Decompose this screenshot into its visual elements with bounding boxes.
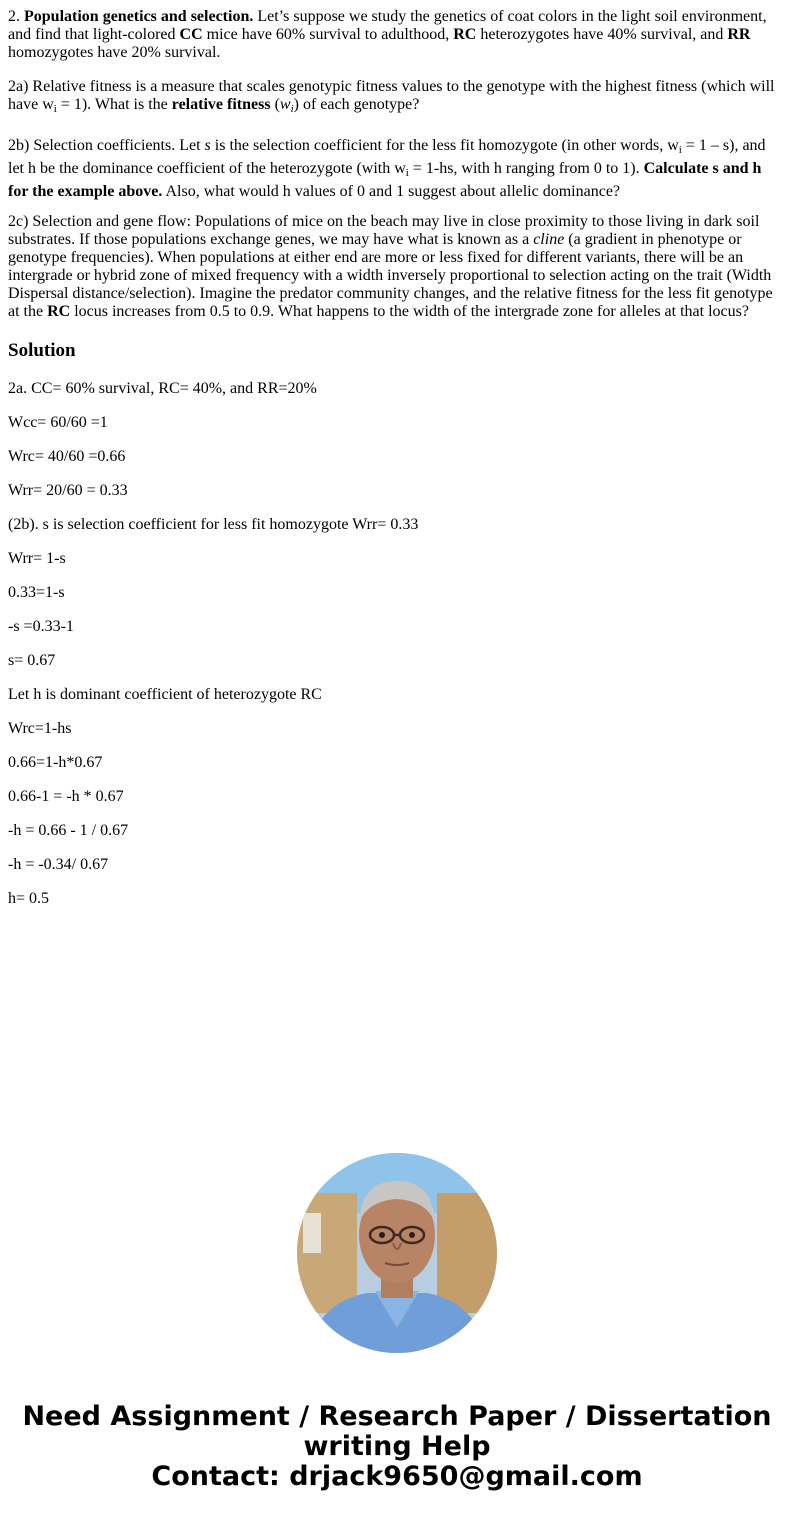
person-photo-icon (297, 1153, 497, 1353)
solution-line: h= 0.5 (8, 890, 50, 907)
subscript: i (405, 167, 409, 179)
subscript: i (53, 103, 57, 115)
question-2c (8, 213, 780, 321)
question-2b (8, 134, 780, 203)
solution-line: Wrr= 20/60 = 0.33 (8, 482, 128, 499)
question-text: Also, what would h values of 0 and 1 suggest about allelic dominance? (162, 183, 621, 200)
question-text: = 1 – s), and let h be the dominance coefficient of the heterozygote (with w (8, 137, 766, 177)
question-text: heterozygotes have 40% survival, and (476, 26, 728, 43)
footer-line-1: Need Assignment / Research Paper / Dissertation (22, 1401, 772, 1432)
solution-line: Let h is dominant coefficient of heterozygote RC (8, 686, 322, 703)
solution-line: 0.33=1-s (8, 584, 65, 601)
solution-line: 0.66-1 = -h * 0.67 (8, 788, 124, 805)
solution-line: 2a. CC= 60% survival, RC= 40%, and RR=20% (8, 380, 317, 397)
genotype-cc: CC (179, 26, 203, 43)
question-text: ) of each genotype? (293, 96, 420, 113)
subscript: i (290, 103, 294, 115)
solution-line: Wrr= 1-s (8, 550, 66, 567)
solution-line: -h = -0.34/ 0.67 (8, 856, 109, 873)
question-2a (8, 78, 780, 114)
solution-line: s= 0.67 (8, 652, 56, 669)
genotype-rc: RC (453, 26, 477, 43)
question-text: ( (270, 96, 280, 113)
question-text: homozygotes have 20% survival. (8, 44, 221, 61)
question-text: 2a) Relative fitness is a measure that scales genotypic fitness values to the genotype with the highest fitness (which will have w (8, 78, 775, 113)
solution-line: Wcc= 60/60 =1 (8, 414, 108, 431)
genotype-rc: RC (47, 303, 71, 320)
italic-term: cline (533, 231, 565, 248)
italic-symbol: s (204, 137, 211, 154)
footer-contact-email: Contact: drjack9650@gmail.com (151, 1461, 643, 1492)
question-text: mice have 60% survival to adulthood, (202, 26, 454, 43)
question-text: Let’s suppose we study the genetics of coat colors in the light soil environment, and find that light-colored (8, 8, 767, 43)
genotype-rr: RR (727, 26, 751, 43)
solution-line: Wrc= 40/60 =0.66 (8, 448, 126, 465)
question-text: (a gradient in phenotype or genotype frequencies). When populations at either end are more or less fixed for different variants, there will be an intergrade or hybrid zone of mixed frequency with a width inversely proportional to selection acting on the trait (Width Dispersal distance/selection). Imagine the predator community changes, and the relative fitness for the less fit genotype at the (8, 231, 773, 320)
solution-line: 0.66=1-h*0.67 (8, 754, 103, 771)
footer-line-2: writing Help (303, 1431, 491, 1462)
italic-symbol: w (279, 96, 291, 113)
solution-heading: Solution (8, 340, 76, 361)
bold-instruction: Calculate s and h for the example above. (8, 160, 762, 200)
question-text: locus increases from 0.5 to 0.9. What happens to the width of the intergrade zone for alleles at that locus? (70, 303, 749, 320)
subscript: i (678, 144, 682, 156)
solution-line: (2b). s is selection coefficient for less fit homozygote Wrr= 0.33 (8, 516, 419, 533)
author-avatar (297, 1153, 497, 1353)
question-2-intro (8, 8, 780, 62)
question-text: = 1). What is the (56, 96, 172, 113)
solution-line: Wrc=1-hs (8, 720, 72, 737)
question-text: is the selection coefficient for the less fit homozygote (in other words, w (210, 137, 679, 154)
question-number: 2. (8, 8, 24, 25)
footer-contact (0, 1402, 794, 1492)
bold-term: relative fitness (171, 96, 271, 113)
solution-line: -s =0.33-1 (8, 618, 74, 635)
question-text: 2b) Selection coefficients. Let (8, 137, 205, 154)
question-title: Population genetics and selection. (24, 8, 254, 25)
question-text: = 1-hs, with h ranging from 0 to 1). (408, 160, 644, 177)
solution-line: -h = 0.66 - 1 / 0.67 (8, 822, 129, 839)
question-text: 2c) Selection and gene flow: Populations of mice on the beach may live in close proximity to those living in dark soil substrates. If those populations exchange genes, we may have what is known as a (8, 213, 760, 248)
